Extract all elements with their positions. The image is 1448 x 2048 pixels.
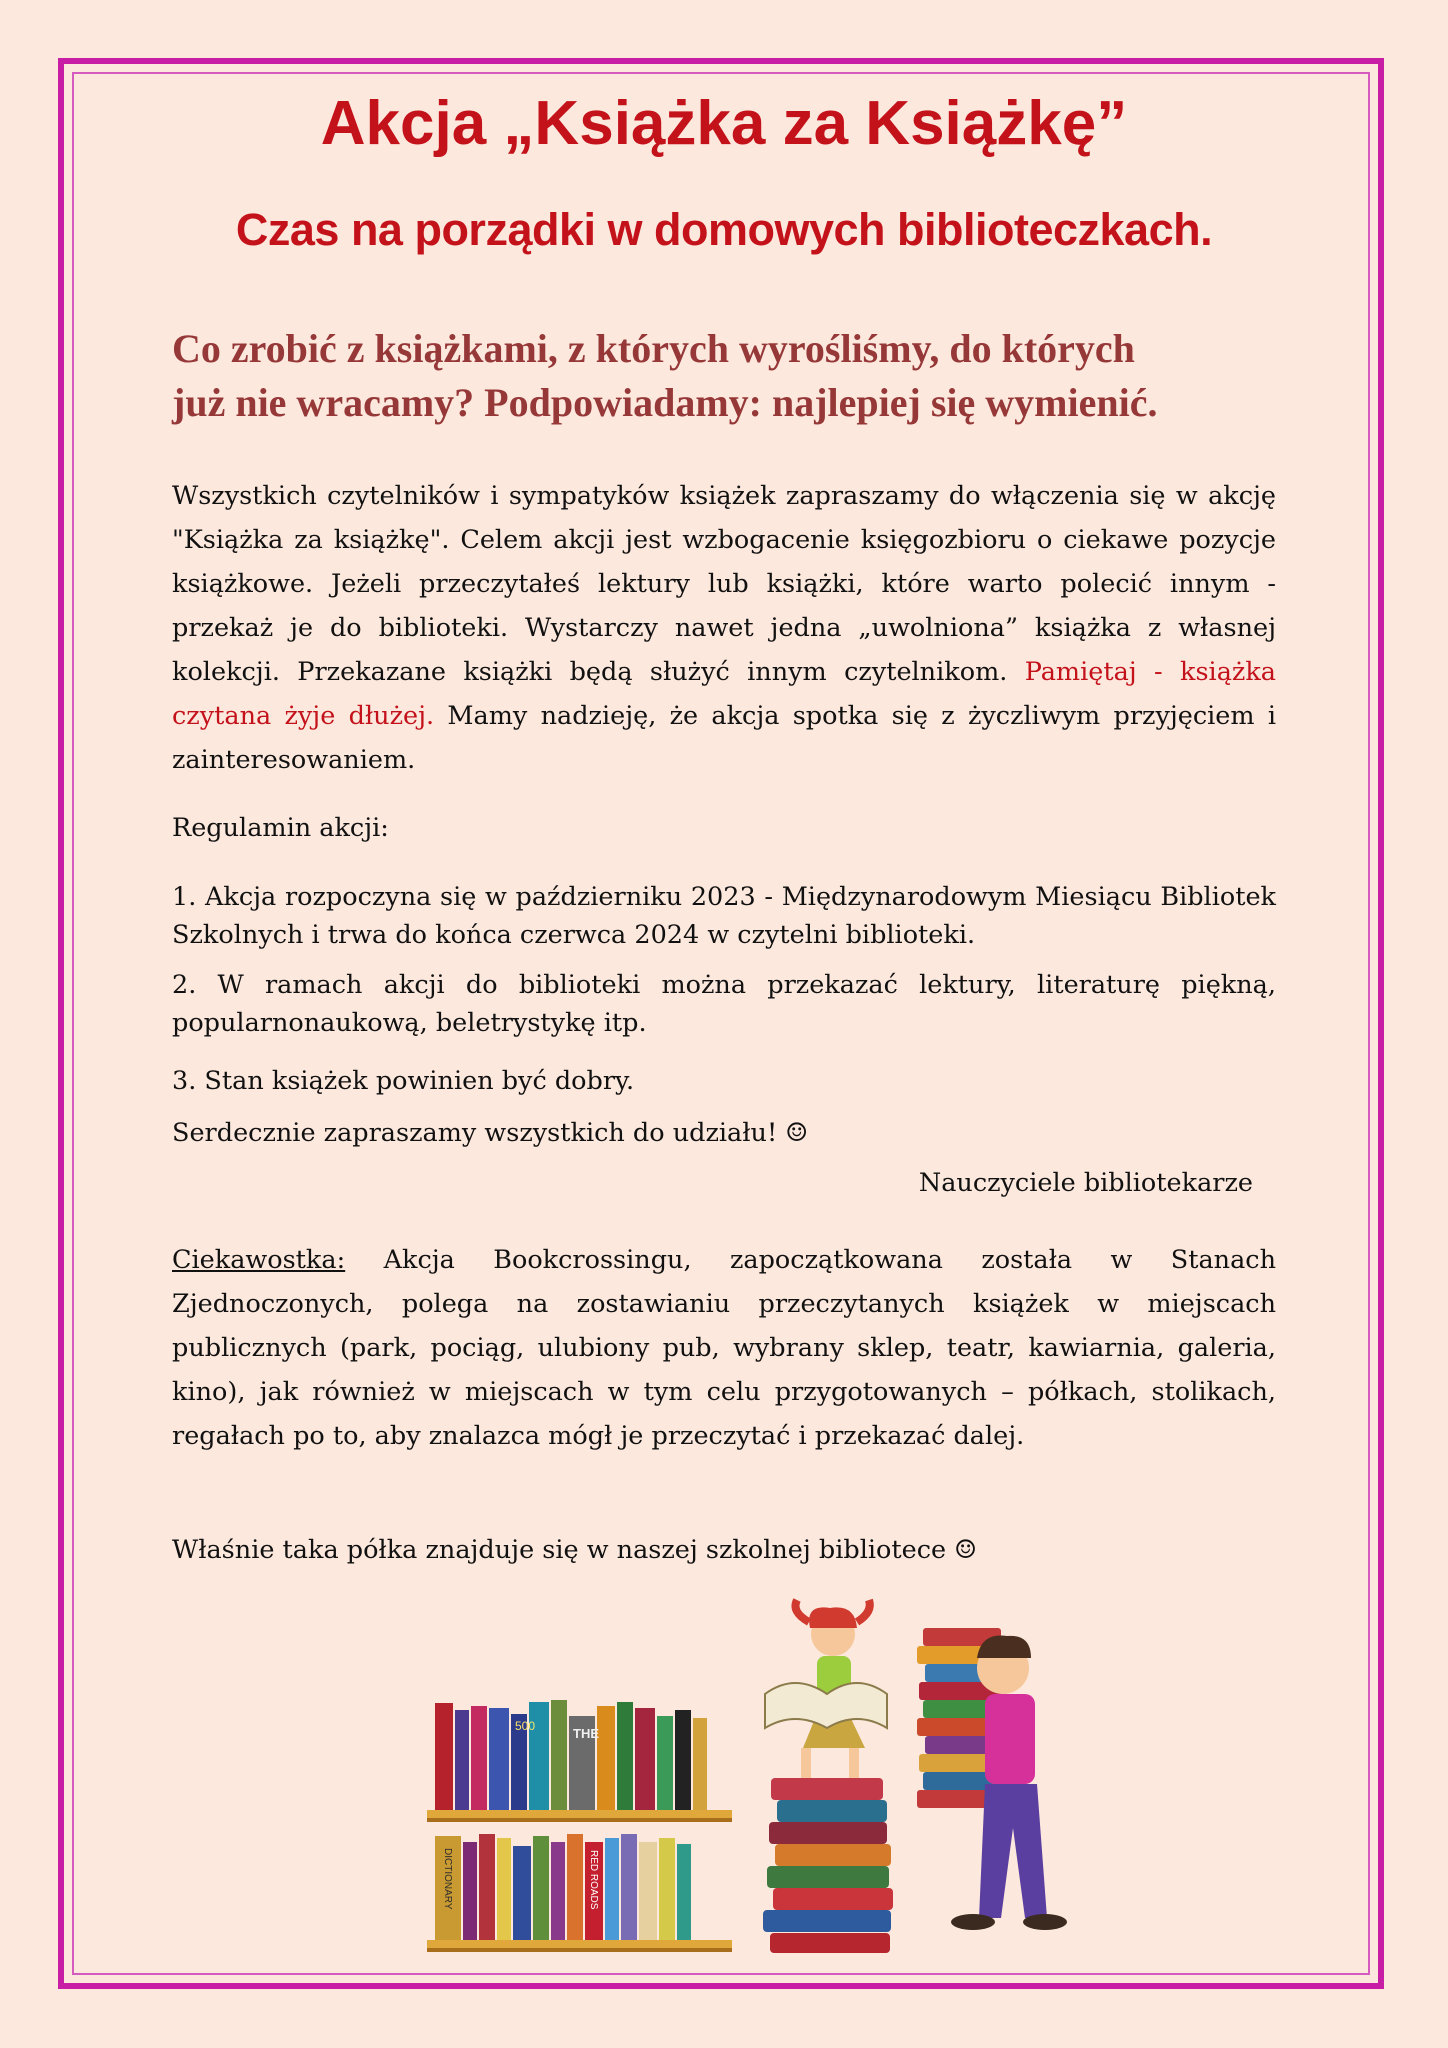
- invitation-text: Serdecznie zapraszamy wszystkich do udziału! ☺: [172, 1118, 809, 1148]
- intro-text: Wszystkich czytelników i sympatyków książek zapraszamy do włączenia się w akcję "Książka za książkę". Celem akcji jest wzbogacenie księgozbioru o ciekawe pozycje książkowe. Jeżeli przeczytałeś lektury lub książki, które warto polecić innym - przekaż je do biblioteki. Wystarczy nawet jedna „uwolniona” książka z własnej kolekcji. Przekazane książki będą służyć innym czytelnikom.: [172, 481, 1276, 687]
- page-title: Akcja „Książka za Książkę”: [320, 89, 1128, 158]
- rules-heading: Regulamin akcji:: [172, 813, 389, 843]
- girl-reading-image: [763, 1600, 893, 1953]
- book-spine-red-roads: RED ROADS: [588, 1850, 599, 1910]
- boy-carrying-books-image: [917, 1628, 1067, 1930]
- rule-item-2: 2. W ramach akcji do biblioteki można przekazać lektury, literaturę piękną, popularnonaukową, beletrystykę itp.: [172, 970, 1276, 1038]
- closing-text: Właśnie taka półka znajduje się w naszej szkolnej bibliotece ☺: [172, 1535, 978, 1565]
- lead-question-line-2: już nie wracamy? Podpowiadamy: najlepiej się wymienić.: [172, 380, 1158, 425]
- intro-paragraph: [172, 474, 1276, 782]
- book-spine-500: 500: [515, 1719, 536, 1733]
- page-subtitle: Czas na porządki w domowych biblioteczkach.: [235, 204, 1213, 255]
- fact-paragraph: [172, 1238, 1276, 1458]
- rule-item-3: 3. Stan książek powinien być dobry.: [172, 1066, 635, 1096]
- intro-highlight: Pamiętaj - książka czytana żyje dłużej.: [172, 657, 1277, 731]
- book-spine-the: THE: [573, 1726, 599, 1741]
- lead-question: [172, 322, 1292, 430]
- fact-text: Akcja Bookcrossingu, zapoczątkowana została w Stanach Zjednoczonych, polega na zostawianiu przeczytanych książek w miejscach publicznych (park, pociąg, ulubiony pub, wybrany sklep, teatr, kawiarnia, galeria, kino), jak również w miejscach w tym celu przygotowanych – półkach, stolikach, regałach po to, aby znalazca mógł je przeczytać i przekazać dalej.: [172, 1245, 1276, 1451]
- bookshelf-image: [427, 1700, 732, 1952]
- books-illustration: [425, 1598, 1075, 1958]
- fact-label: Ciekawostka:: [172, 1245, 346, 1275]
- intro-text-end: Mamy nadzieję, że akcja spotka się z życzliwym przyjęciem i zainteresowaniem.: [172, 701, 1276, 775]
- rule-item-1: 1. Akcja rozpoczyna się w październiku 2023 - Międzynarodowym Miesiącu Bibliotek Szkolnych i trwa do końca czerwca 2024 w czytelni biblioteki.: [172, 882, 1276, 950]
- signature: Nauczyciele bibliotekarze: [918, 1168, 1253, 1198]
- lead-question-line-1: Co zrobić z książkami, z których wyrośliśmy, do których: [172, 326, 1135, 371]
- book-spine-dictionary: DICTIONARY: [442, 1848, 453, 1910]
